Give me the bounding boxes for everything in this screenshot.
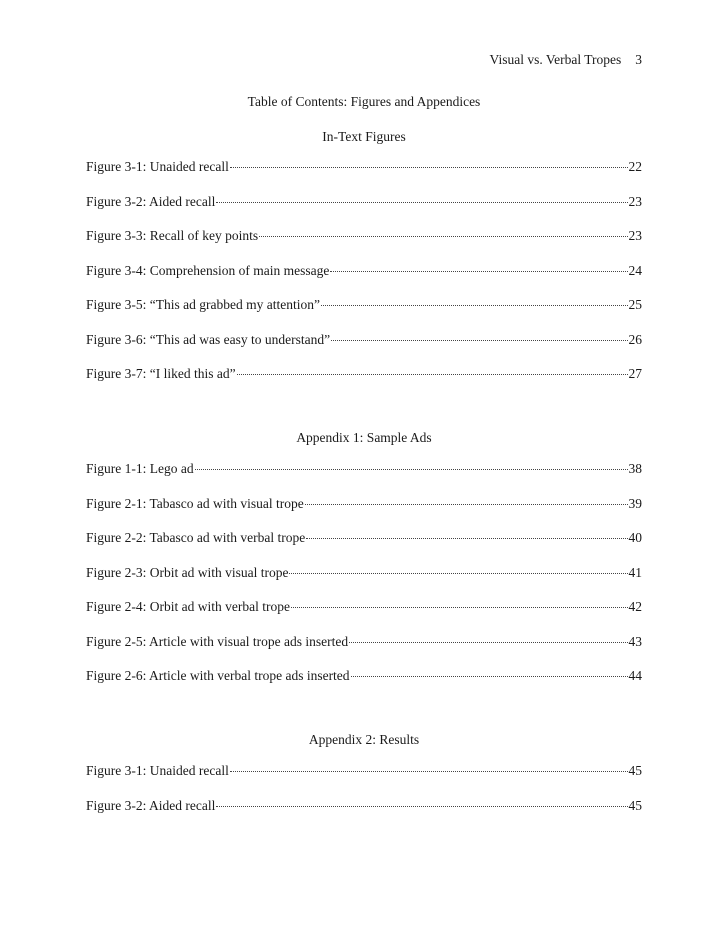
toc-entry-title: Figure 2-3: Orbit ad with visual trope <box>86 564 289 580</box>
toc-entry-page-number: 39 <box>628 495 642 511</box>
toc-list-in-text-figures <box>86 159 642 401</box>
toc-entry-title: Figure 2-6: Article with verbal trope ads inserted <box>86 668 350 683</box>
dot-leader <box>289 573 627 574</box>
toc-entry-page-number: 45 <box>628 763 642 778</box>
toc-entry-page-number: 23 <box>628 193 642 209</box>
toc-entry-title: Figure 3-1: Unaided recall <box>86 159 229 174</box>
section-heading-appendix-2: Appendix 2: Results <box>308 732 420 747</box>
dot-leader <box>305 504 628 505</box>
toc-entry-page-number: 22 <box>628 159 642 174</box>
toc-entry-page-number: 23 <box>628 228 642 243</box>
toc-entry-title: Figure 2-4: Orbit ad with verbal trope <box>86 599 290 614</box>
toc-entry <box>86 668 642 703</box>
toc-entry-title: Figure 3-2: Aided recall <box>86 797 216 813</box>
toc-entry-page-number: 27 <box>628 366 642 381</box>
toc-entry <box>86 496 642 531</box>
toc-entry-title: Figure 3-3: Recall of key points <box>86 228 259 243</box>
toc-entry-title: Figure 3-4: Comprehension of main message <box>86 262 330 278</box>
dot-leader <box>331 340 627 341</box>
dot-leader <box>321 305 628 306</box>
running-header <box>490 52 642 68</box>
dot-leader <box>259 236 627 237</box>
toc-title: Table of Contents: Figures and Appendices <box>247 94 481 109</box>
toc-entry <box>86 297 642 332</box>
running-title: Visual vs. Verbal Tropes <box>489 52 622 67</box>
toc-entry-page-number: 25 <box>628 297 642 312</box>
toc-entry <box>86 263 642 298</box>
toc-entry-title: Figure 3-5: “This ad grabbed my attention” <box>86 297 320 312</box>
dot-leader <box>237 374 628 375</box>
toc-entry <box>86 194 642 229</box>
dot-leader <box>291 607 628 608</box>
dot-leader <box>230 771 628 772</box>
section-heading-appendix-1: Appendix 1: Sample Ads <box>296 430 432 445</box>
toc-entry-title: Figure 1-1: Lego ad <box>86 461 194 476</box>
toc-entry <box>86 228 642 263</box>
toc-entry-title: Figure 2-5: Article with visual trope ads inserted <box>86 633 349 649</box>
toc-entry <box>86 798 642 833</box>
toc-entry-page-number: 41 <box>628 564 642 580</box>
toc-entry <box>86 565 642 600</box>
page-number: 3 <box>635 52 642 67</box>
toc-entry-page-number: 42 <box>628 599 642 614</box>
toc-entry-page-number: 40 <box>628 530 642 545</box>
toc-entry-title: Figure 3-2: Aided recall <box>86 193 216 209</box>
toc-entry-title: Figure 2-2: Tabasco ad with verbal trope <box>86 530 306 545</box>
dot-leader <box>216 806 627 807</box>
toc-entry-title: Figure 3-7: “I liked this ad” <box>86 366 236 381</box>
toc-entry-title: Figure 3-6: “This ad was easy to understand” <box>86 331 331 347</box>
dot-leader <box>195 469 628 470</box>
toc-entry <box>86 366 642 401</box>
toc-entry-title: Figure 2-1: Tabasco ad with visual trope <box>86 495 304 511</box>
toc-entry-page-number: 24 <box>628 262 642 278</box>
toc-entry-page-number: 44 <box>628 668 642 683</box>
dot-leader <box>349 642 627 643</box>
toc-entry-page-number: 26 <box>628 331 642 347</box>
toc-entry-page-number: 43 <box>628 633 642 649</box>
toc-entry <box>86 461 642 496</box>
toc-entry <box>86 530 642 565</box>
toc-entry <box>86 763 642 798</box>
dot-leader <box>216 202 627 203</box>
toc-entry <box>86 159 642 194</box>
section-heading-in-text-figures: In-Text Figures <box>322 129 406 144</box>
toc-entry <box>86 634 642 669</box>
toc-entry <box>86 599 642 634</box>
dot-leader <box>351 676 628 677</box>
toc-entry-page-number: 38 <box>628 461 642 476</box>
dot-leader <box>230 167 628 168</box>
toc-entry-page-number: 45 <box>628 797 642 813</box>
dot-leader <box>306 538 627 539</box>
toc-list-appendix-1 <box>86 461 642 703</box>
toc-list-appendix-2 <box>86 763 642 832</box>
dot-leader <box>330 271 627 272</box>
toc-entry <box>86 332 642 367</box>
toc-entry-title: Figure 3-1: Unaided recall <box>86 763 229 778</box>
